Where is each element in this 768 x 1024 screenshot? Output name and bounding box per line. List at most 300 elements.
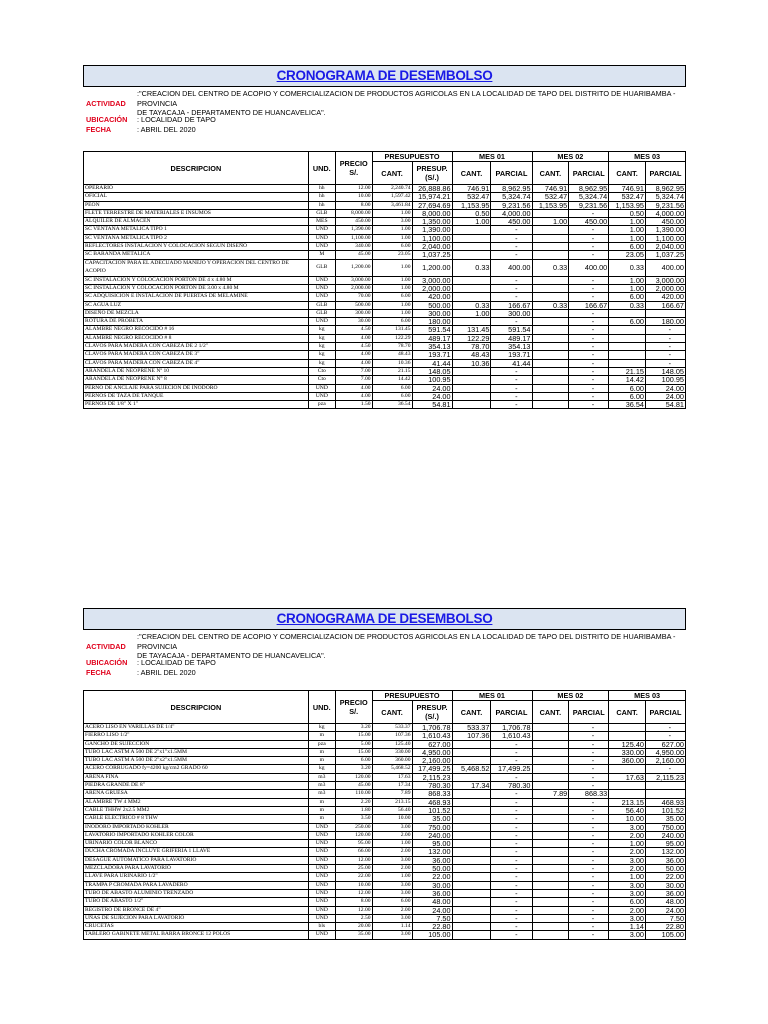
cell-mes02-parcial: - (569, 840, 609, 848)
cell-precio: 30.00 (335, 318, 372, 326)
cell-cantidad: 17.34 (372, 782, 412, 790)
cell-descripcion: SC AGUA LUZ (84, 301, 309, 309)
cell-descripcion: SC BARANDA METALICA (84, 251, 309, 259)
header-descripcion: DESCRIPCION (84, 691, 309, 724)
cell-cantidad: 10.00 (372, 815, 412, 823)
cell-cantidad: 48.43 (372, 351, 412, 359)
cell-mes02-parcial: - (569, 243, 609, 251)
cell-mes03-cant: 2.00 (609, 848, 646, 856)
cell-mes03-parcial: - (645, 326, 685, 334)
cell-mes02-parcial: - (569, 251, 609, 259)
header-und: UND. (308, 152, 335, 185)
table-row (84, 234, 686, 242)
cell-mes03-cant: 0.33 (609, 301, 646, 309)
cell-und: GLB (308, 259, 335, 276)
cell-presupuesto: 627.00 (412, 740, 452, 748)
cell-presupuesto: 148.05 (412, 367, 452, 375)
cell-presupuesto: 22.80 (412, 923, 452, 931)
cell-mes01-parcial: 193.71 (491, 351, 532, 359)
ubicacion-label: UBICACIÓN (86, 115, 128, 124)
cell-presupuesto: 3,000.00 (412, 276, 452, 284)
cell-precio: 1,200.00 (335, 259, 372, 276)
cell-mes03-parcial: 166.67 (645, 301, 685, 309)
table-row (84, 326, 686, 334)
table-row (84, 906, 686, 914)
table-row (84, 251, 686, 259)
cell-mes02-parcial: - (569, 401, 609, 409)
cell-descripcion: TUBO LAC ASTM A 500 DE 2"x2"x1.5MM (84, 757, 309, 765)
cell-mes01-cant (452, 318, 491, 326)
cell-presupuesto: 101.52 (412, 806, 452, 814)
cell-descripcion: TRAMPA P CROMADA PARA LAVADERO (84, 881, 309, 889)
cell-und: UND (308, 276, 335, 284)
cell-und: UND (308, 318, 335, 326)
cell-mes03-parcial: 2,115.23 (645, 773, 685, 781)
cell-mes02-parcial: - (569, 906, 609, 914)
cell-presupuesto: 24.00 (412, 384, 452, 392)
cell-precio: 35.00 (335, 931, 372, 939)
cell-und: UND (308, 865, 335, 873)
cell-mes02-parcial: - (569, 923, 609, 931)
table-row (84, 806, 686, 814)
cell-cantidad: 125.40 (372, 740, 412, 748)
cell-mes02-cant (532, 831, 569, 839)
header-descripcion: DESCRIPCION (84, 152, 309, 185)
cell-mes03-parcial: 22.80 (645, 923, 685, 931)
cell-precio: 20.00 (335, 923, 372, 931)
cell-precio: 70.00 (335, 293, 372, 301)
cell-cantidad: 3.00 (372, 823, 412, 831)
cell-descripcion: UÑAS DE SUJECION PARA LAVATORIO (84, 914, 309, 922)
cell-mes02-cant (532, 351, 569, 359)
cell-mes03-parcial: 105.00 (645, 931, 685, 939)
cell-mes02-parcial: - (569, 765, 609, 773)
cell-mes02-parcial: - (569, 343, 609, 351)
table-row (84, 351, 686, 359)
cell-mes03-cant: 23.05 (609, 251, 646, 259)
cell-mes02-parcial: 400.00 (569, 259, 609, 276)
actividad-line-2: DE TAYACAJA - DEPARTAMENTO DE HUANCAVELICA". (137, 108, 326, 117)
cell-mes02-parcial: - (569, 815, 609, 823)
cell-cantidad: 56.40 (372, 806, 412, 814)
table-row (84, 724, 686, 732)
cell-descripcion: SC VENTANA METALICA TIPO 1 (84, 226, 309, 234)
cell-precio: 1.80 (335, 806, 372, 814)
cell-mes01-parcial: - (491, 757, 532, 765)
cell-mes02-cant (532, 234, 569, 242)
cell-mes03-parcial: 24.00 (645, 392, 685, 400)
actividad-line-2: DE TAYACAJA - DEPARTAMENTO DE HUANCAVELICA". (137, 651, 326, 660)
cell-mes01-cant (452, 931, 491, 939)
cell-mes02-cant (532, 931, 569, 939)
cell-mes03-cant: 0.50 (609, 209, 646, 217)
cell-cantidad: 6.00 (372, 293, 412, 301)
cell-mes02-parcial: - (569, 392, 609, 400)
cell-mes02-cant (532, 401, 569, 409)
cell-mes03-parcial: 101.52 (645, 806, 685, 814)
cell-precio: 1,100.00 (335, 234, 372, 242)
cell-precio: 6.00 (335, 757, 372, 765)
actividad-label: ACTIVIDAD (86, 642, 126, 651)
cell-mes03-cant: 6.00 (609, 243, 646, 251)
cell-mes01-cant (452, 848, 491, 856)
table-row (84, 367, 686, 375)
cell-mes02-cant (532, 732, 569, 740)
cell-mes02-parcial: - (569, 351, 609, 359)
cell-mes03-cant: 3.00 (609, 881, 646, 889)
cell-und: m3 (308, 773, 335, 781)
cell-und: bls (308, 923, 335, 931)
cell-precio: 120.00 (335, 773, 372, 781)
cell-presupuesto: 22.00 (412, 873, 452, 881)
header-mes-03-cant: CANT. (609, 162, 646, 185)
cell-presupuesto: 240.00 (412, 831, 452, 839)
cell-mes03-parcial: 36.00 (645, 856, 685, 864)
cell-mes02-parcial: - (569, 798, 609, 806)
cell-mes03-parcial: 450.00 (645, 218, 685, 226)
cell-mes03-parcial: 750.00 (645, 823, 685, 831)
cell-mes01-cant: 107.36 (452, 732, 491, 740)
cell-mes01-parcial: 9,231.56 (491, 201, 532, 209)
table-row (84, 201, 686, 209)
cell-mes03-cant: 2.00 (609, 831, 646, 839)
table-row (84, 790, 686, 798)
cell-mes02-parcial: - (569, 334, 609, 342)
cell-descripcion: LAVATORIO IMPORTADO KOHLER COLOR (84, 831, 309, 839)
cell-mes02-cant (532, 815, 569, 823)
header-presupuesto: PRESUPUESTO (372, 152, 452, 162)
cell-mes03-cant: 21.15 (609, 367, 646, 375)
cell-descripcion: CABLE ELECTRICO # 8 THW (84, 815, 309, 823)
header-presupuesto-cant: CANT. (372, 162, 412, 185)
cell-und: UND (308, 226, 335, 234)
cell-mes02-cant (532, 359, 569, 367)
cell-mes03-parcial: 35.00 (645, 815, 685, 823)
cell-mes02-parcial: - (569, 384, 609, 392)
cell-mes02-parcial: - (569, 823, 609, 831)
cell-precio: 22.00 (335, 873, 372, 881)
cell-mes03-parcial: 4,000.00 (645, 209, 685, 217)
cell-presupuesto: 27,694.69 (412, 201, 452, 209)
cell-mes02-parcial: - (569, 359, 609, 367)
cell-mes03-cant: 3.00 (609, 914, 646, 922)
cell-und: UND (308, 392, 335, 400)
cell-mes02-parcial: - (569, 732, 609, 740)
cell-mes01-parcial: 300.00 (491, 309, 532, 317)
cell-mes02-cant (532, 343, 569, 351)
cell-und: hh (308, 185, 335, 193)
cell-precio: 3.20 (335, 724, 372, 732)
cell-und: UND (308, 293, 335, 301)
cell-mes02-cant (532, 865, 569, 873)
cell-mes01-parcial: 1,610.43 (491, 732, 532, 740)
cell-mes01-parcial: - (491, 914, 532, 922)
cell-mes03-cant: 14.42 (609, 376, 646, 384)
cell-mes03-parcial: 100.95 (645, 376, 685, 384)
cell-und: M (308, 251, 335, 259)
header-mes-03: MES 03 (609, 691, 686, 701)
cell-presupuesto: 868.33 (412, 790, 452, 798)
table-row (84, 848, 686, 856)
cell-precio: 500.00 (335, 301, 372, 309)
cell-cantidad: 533.37 (372, 724, 412, 732)
cell-presupuesto: 132.00 (412, 848, 452, 856)
cell-precio: 12.00 (335, 906, 372, 914)
cell-mes02-cant (532, 384, 569, 392)
cell-und: m3 (308, 790, 335, 798)
cell-mes01-parcial: 166.67 (491, 301, 532, 309)
cell-mes01-cant (452, 790, 491, 798)
table-row (84, 914, 686, 922)
cell-mes01-cant (452, 914, 491, 922)
cell-mes01-parcial: 780.30 (491, 782, 532, 790)
cell-precio: 300.00 (335, 309, 372, 317)
cell-mes01-cant (452, 906, 491, 914)
header-precio-line-1: PRECIO (339, 159, 368, 168)
cell-presupuesto: 1,390.00 (412, 226, 452, 234)
cell-presupuesto: 41.44 (412, 359, 452, 367)
cell-presupuesto: 300.00 (412, 309, 452, 317)
cell-mes03-parcial (645, 309, 685, 317)
cell-mes02-cant (532, 757, 569, 765)
header-mes-02-parcial: PARCIAL (569, 162, 609, 185)
cell-descripcion: ARANDELA DE NEOPRENE Nº 10 (84, 367, 309, 375)
cell-mes02-cant (532, 276, 569, 284)
table-row (84, 318, 686, 326)
cell-mes01-parcial: - (491, 856, 532, 864)
cell-descripcion: ACERO CORRUGADO fy=4200 kg/cm2 GRADO 60 (84, 765, 309, 773)
header-mes-03: MES 03 (609, 152, 686, 162)
header-und: UND. (308, 691, 335, 724)
cell-mes01-cant (452, 840, 491, 848)
cell-descripcion: TABLERO GABINETE METAL BARRA BRONCE 12 POLOS (84, 931, 309, 939)
cell-descripcion: SC INSTALACION Y COLOCACION PORTON DE 4 x 4.80 M (84, 276, 309, 284)
cell-mes03-cant: 360.00 (609, 757, 646, 765)
cell-cantidad: 1.00 (372, 309, 412, 317)
cell-und: UND (308, 931, 335, 939)
table-row (84, 923, 686, 931)
cell-mes03-cant: 6.00 (609, 318, 646, 326)
cell-mes02-cant (532, 226, 569, 234)
cell-precio: 45.00 (335, 782, 372, 790)
cell-presupuesto: 36.00 (412, 856, 452, 864)
cell-presupuesto: 500.00 (412, 301, 452, 309)
cell-mes02-cant (532, 334, 569, 342)
cell-mes01-parcial: - (491, 865, 532, 873)
cell-cantidad: 21.15 (372, 367, 412, 375)
cell-mes03-cant: 1.00 (609, 873, 646, 881)
cell-mes01-cant: 1,153.95 (452, 201, 491, 209)
cell-descripcion: CLAVOS PARA MADERA CON CABEZA DE 4" (84, 359, 309, 367)
cell-cantidad: 1.00 (372, 840, 412, 848)
cell-cantidad: 360.00 (372, 757, 412, 765)
cell-mes02-cant (532, 765, 569, 773)
sheet-title-bar (83, 608, 686, 630)
cell-cantidad: 1.00 (372, 259, 412, 276)
cell-descripcion: OFICIAL (84, 193, 309, 201)
cell-mes03-cant: 213.15 (609, 798, 646, 806)
cell-descripcion: ARANDELA DE NEOPRENE N° 8 (84, 376, 309, 384)
cell-mes01-cant (452, 234, 491, 242)
table-row (84, 881, 686, 889)
table-row (84, 782, 686, 790)
cell-und: UND (308, 906, 335, 914)
cell-mes02-parcial: - (569, 782, 609, 790)
cell-mes03-parcial: 9,231.56 (645, 201, 685, 209)
disbursement-table (83, 151, 686, 409)
cell-und: UND (308, 284, 335, 292)
cell-mes01-cant (452, 823, 491, 831)
cell-mes03-cant: 0.33 (609, 259, 646, 276)
table-row (84, 815, 686, 823)
cell-mes01-cant: 746.91 (452, 185, 491, 193)
cell-mes03-cant: 1.00 (609, 284, 646, 292)
cell-mes02-cant: 1.00 (532, 218, 569, 226)
cell-mes02-cant (532, 284, 569, 292)
cell-cantidad: 1.00 (372, 209, 412, 217)
cell-mes01-cant (452, 923, 491, 931)
cell-presupuesto: 1,610.43 (412, 732, 452, 740)
cell-mes01-cant (452, 831, 491, 839)
cell-mes01-parcial: - (491, 773, 532, 781)
cell-mes02-cant (532, 923, 569, 931)
cell-mes02-cant (532, 326, 569, 334)
cell-mes01-parcial: 4,000.00 (491, 209, 532, 217)
cell-mes01-parcial: - (491, 906, 532, 914)
cell-mes03-parcial (645, 782, 685, 790)
cell-mes03-parcial: 1,037.25 (645, 251, 685, 259)
cell-mes01-cant (452, 367, 491, 375)
cell-mes03-cant: 532.47 (609, 193, 646, 201)
cell-descripcion: ALAMBRE NEGRO RECOCIDO # 8 (84, 334, 309, 342)
cell-mes03-cant: 1.00 (609, 218, 646, 226)
cell-mes02-cant: 0.33 (532, 301, 569, 309)
cell-mes01-cant (452, 865, 491, 873)
cell-presupuesto: 1,706.78 (412, 724, 452, 732)
cell-mes03-parcial: 22.00 (645, 873, 685, 881)
header-presup-line-1: PRESUP. (416, 703, 448, 712)
cell-presupuesto: 24.00 (412, 392, 452, 400)
cell-precio: 1.50 (335, 401, 372, 409)
cell-descripcion: FLETE TERRESTRE DE MATERIALES E INSUMOS (84, 209, 309, 217)
header-mes-02-cant: CANT. (532, 701, 569, 724)
cell-mes03-parcial: 36.00 (645, 889, 685, 897)
cell-mes01-parcial: - (491, 376, 532, 384)
table-row (84, 185, 686, 193)
cell-descripcion: ARENA FINA (84, 773, 309, 781)
cell-mes03-cant: 3.00 (609, 856, 646, 864)
cell-mes01-parcial: 354.13 (491, 343, 532, 351)
cell-precio: 4.50 (335, 343, 372, 351)
table-row (84, 748, 686, 756)
cell-und: UND (308, 889, 335, 897)
cell-mes02-cant: 1,153.95 (532, 201, 569, 209)
sheet-title: CRONOGRAMA DE DESEMBOLSO (276, 611, 493, 626)
cell-mes01-parcial: - (491, 815, 532, 823)
header-mes-02-parcial: PARCIAL (569, 701, 609, 724)
cell-mes01-cant: 0.50 (452, 209, 491, 217)
fecha-value: : ABRIL DEL 2020 (137, 668, 196, 677)
cell-und: pza (308, 740, 335, 748)
cell-mes03-parcial: 1,100.00 (645, 234, 685, 242)
cell-cantidad: 3.00 (372, 914, 412, 922)
cell-mes03-cant: 330.00 (609, 748, 646, 756)
cell-mes01-cant: 122.29 (452, 334, 491, 342)
cell-mes02-parcial: 9,231.56 (569, 201, 609, 209)
cell-mes02-parcial: 450.00 (569, 218, 609, 226)
header-mes-02: MES 02 (532, 152, 609, 162)
table-row (84, 931, 686, 939)
header-presup (412, 701, 452, 724)
cell-und: pza (308, 401, 335, 409)
cell-und: m (308, 757, 335, 765)
cell-mes02-parcial: - (569, 293, 609, 301)
cell-mes03-parcial: 30.00 (645, 881, 685, 889)
cell-descripcion: CLAVOS PARA MADERA CON CABEZA DE 3" (84, 351, 309, 359)
cell-presupuesto: 15,974.21 (412, 193, 452, 201)
cell-mes02-cant (532, 898, 569, 906)
cell-mes03-parcial (645, 790, 685, 798)
cell-mes02-parcial: - (569, 856, 609, 864)
cell-mes03-cant: 6.00 (609, 384, 646, 392)
cell-mes01-cant (452, 251, 491, 259)
cell-precio: 1,390.00 (335, 226, 372, 234)
header-presupuesto-cant: CANT. (372, 701, 412, 724)
cell-mes02-parcial: - (569, 367, 609, 375)
cell-descripcion: LLAVE PARA URINARIO 1/2" (84, 873, 309, 881)
cell-mes03-parcial: 627.00 (645, 740, 685, 748)
cell-mes03-cant (609, 765, 646, 773)
cell-mes01-cant: 1.00 (452, 309, 491, 317)
table-row (84, 798, 686, 806)
cell-mes01-cant: 533.37 (452, 724, 491, 732)
table-row (84, 732, 686, 740)
cell-presupuesto: 4,950.00 (412, 748, 452, 756)
cell-mes03-cant: 3.00 (609, 889, 646, 897)
cell-mes03-cant: 125.40 (609, 740, 646, 748)
cell-mes02-parcial: 868.33 (569, 790, 609, 798)
cell-cantidad: 3.00 (372, 218, 412, 226)
cell-precio: 12.00 (335, 185, 372, 193)
cell-presupuesto: 1,037.25 (412, 251, 452, 259)
cell-mes02-parcial: - (569, 931, 609, 939)
cell-mes01-parcial: - (491, 923, 532, 931)
cell-mes01-cant (452, 748, 491, 756)
cell-cantidad: 6.00 (372, 243, 412, 251)
cell-descripcion: MEZCLADORA PARA LAVATORIO (84, 865, 309, 873)
header-precio (335, 152, 372, 185)
cell-und: m3 (308, 782, 335, 790)
cell-mes01-cant (452, 392, 491, 400)
cell-cantidad: 330.00 (372, 748, 412, 756)
header-precio-line-1: PRECIO (339, 698, 368, 707)
cell-mes03-cant: 6.00 (609, 392, 646, 400)
cell-mes01-parcial: - (491, 798, 532, 806)
cell-mes02-cant (532, 782, 569, 790)
cell-cantidad: 213.15 (372, 798, 412, 806)
header-presup-line-2: (S/.) (425, 712, 439, 721)
cell-und: UND (308, 898, 335, 906)
cell-mes01-cant (452, 401, 491, 409)
cell-precio: 10.00 (335, 881, 372, 889)
cell-mes03-cant: 2.00 (609, 906, 646, 914)
header-mes-03-parcial: PARCIAL (645, 701, 685, 724)
cell-mes02-parcial: - (569, 284, 609, 292)
cell-mes03-parcial: - (645, 765, 685, 773)
cell-mes03-cant (609, 732, 646, 740)
cell-mes01-parcial: - (491, 806, 532, 814)
cell-descripcion: PERNOS DE TAZA DE TANQUE (84, 392, 309, 400)
